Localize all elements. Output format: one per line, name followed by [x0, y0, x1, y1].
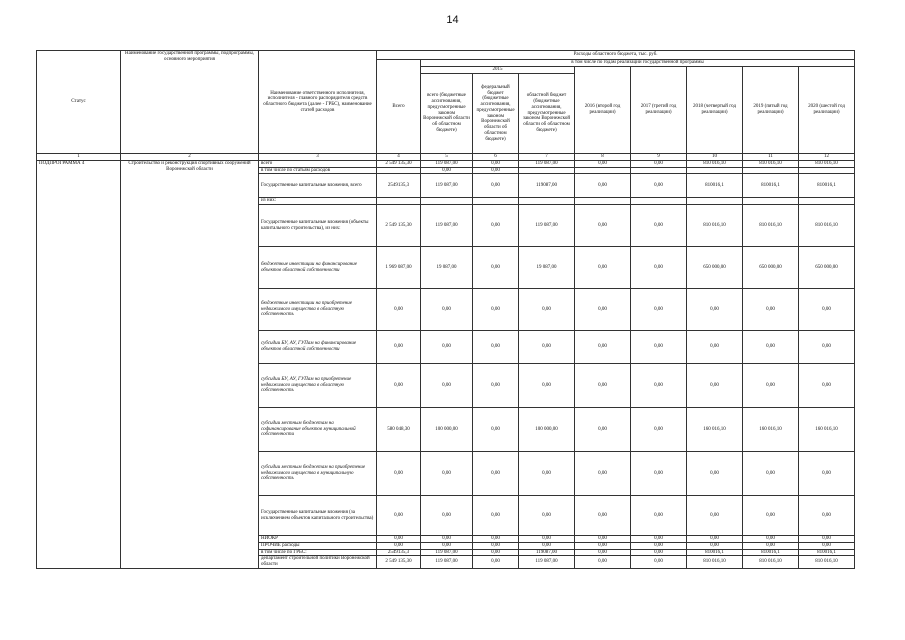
amount-cell: 0,00: [575, 289, 631, 331]
amount-cell: 2549135,3: [377, 174, 421, 198]
expense-item-label: департамент строительной политики Воронежской области: [259, 556, 377, 569]
amount-cell: 100 000,00: [519, 408, 575, 452]
amount-cell: 0,00: [687, 331, 743, 364]
page-number: 14: [446, 14, 459, 26]
amount-cell: 0,00: [743, 289, 799, 331]
column-number: 11: [743, 154, 799, 161]
amount-cell: 810 016,10: [743, 160, 799, 167]
amount-cell: 0,00: [473, 452, 519, 496]
amount-cell: 580 048,30: [377, 408, 421, 452]
expense-item-label: ПРОЧИЕ расходы: [259, 542, 377, 549]
amount-cell: 0,00: [575, 549, 631, 556]
amount-cell: [473, 198, 519, 205]
amount-cell: 0,00: [575, 452, 631, 496]
amount-cell: 0,00: [799, 536, 855, 543]
column-numbers-row: [37, 154, 855, 161]
amount-cell: 0,00: [473, 556, 519, 569]
amount-cell: 0,00: [687, 542, 743, 549]
amount-cell: 0,00: [473, 289, 519, 331]
expense-item-label: субсидии местным бюджетам на приобретение недвижимого имущества в муниципальную собственность: [259, 452, 377, 496]
header-status: Статус: [37, 51, 121, 154]
expense-item-label: Государственные капитальные вложения, всего: [259, 174, 377, 198]
amount-cell: 19 087,00: [421, 247, 473, 289]
amount-cell: 0,00: [575, 556, 631, 569]
amount-cell: 0,00: [421, 496, 473, 536]
amount-cell: 0,00: [421, 536, 473, 543]
amount-cell: 0,00: [473, 408, 519, 452]
amount-cell: 160 016,10: [799, 408, 855, 452]
amount-cell: 810 016,10: [799, 556, 855, 569]
amount-cell: 0,00: [687, 289, 743, 331]
column-number: 8: [575, 154, 631, 161]
amount-cell: [687, 167, 743, 174]
amount-cell: 0,00: [631, 542, 687, 549]
amount-cell: 0,00: [421, 331, 473, 364]
amount-cell: 0,00: [377, 331, 421, 364]
amount-cell: 0,00: [575, 174, 631, 198]
amount-cell: 119 087,00: [519, 205, 575, 247]
amount-cell: 0,00: [519, 364, 575, 408]
header-program-name: Наименование государственной программы, подпрограммы, основного мероприятия: [121, 51, 259, 154]
amount-cell: 0,00: [377, 536, 421, 543]
amount-cell: 0,00: [631, 205, 687, 247]
amount-cell: 0,00: [799, 364, 855, 408]
expense-item-label: НИОКР: [259, 536, 377, 543]
amount-cell: 0,00: [519, 542, 575, 549]
amount-cell: 0,00: [519, 536, 575, 543]
amount-cell: 0,00: [631, 536, 687, 543]
header-executor: Наименование ответственного исполнителя, исполнителя - главного распорядителя средств областного бюджета (далее - ГРБС), наименование статей расходов: [259, 51, 377, 154]
amount-cell: 160 016,10: [743, 408, 799, 452]
amount-cell: 0,00: [473, 174, 519, 198]
amount-cell: 0,00: [631, 247, 687, 289]
amount-cell: 100 000,00: [421, 408, 473, 452]
amount-cell: 650 000,00: [799, 247, 855, 289]
amount-cell: 0,00: [519, 331, 575, 364]
amount-cell: 0,00: [519, 496, 575, 536]
amount-cell: 0,00: [575, 205, 631, 247]
amount-cell: 0,00: [421, 542, 473, 549]
amount-cell: [799, 167, 855, 174]
header-total: Всего: [377, 60, 421, 154]
amount-cell: 119 087,00: [519, 556, 575, 569]
expense-item-label: субсидии БУ, АУ, ГУПам на приобретение недвижимого имущества в областную собственность: [259, 364, 377, 408]
expense-item-label: субсидии местным бюджетам на софинансирование объектов муниципальной собственности: [259, 408, 377, 452]
amount-cell: 0,00: [687, 452, 743, 496]
header-2018: 2018 (четвертый год реализации): [687, 67, 743, 154]
column-number: 9: [631, 154, 687, 161]
header-expenses-title: Расходы областного бюджета, тыс. руб.: [377, 51, 855, 60]
amount-cell: 0,00: [575, 496, 631, 536]
expense-item-label: в том числе по ГРБС:: [259, 549, 377, 556]
amount-cell: 0,00: [377, 496, 421, 536]
amount-cell: 810 016,10: [743, 556, 799, 569]
expense-item-label: бюджетные инвестиции на финансирование объектов областной собственности: [259, 247, 377, 289]
amount-cell: 810 016,10: [687, 205, 743, 247]
budget-table: [36, 50, 855, 569]
amount-cell: 0,00: [631, 556, 687, 569]
amount-cell: 0,00: [575, 536, 631, 543]
expense-item-label: бюджетные инвестиции на приобретение недвижимого имущества в областную собственность: [259, 289, 377, 331]
amount-cell: 810 016,10: [687, 160, 743, 167]
amount-cell: 0,00: [421, 289, 473, 331]
amount-cell: 0,00: [473, 247, 519, 289]
header-2015-federal: федеральный бюджет (бюджетные ассигнования, предусмотренные законом Воронежской области об областном бюджете): [473, 74, 519, 154]
amount-cell: 160 016,10: [687, 408, 743, 452]
header-2016: 2016 (второй год реализации): [575, 67, 631, 154]
amount-cell: 810016,1: [799, 174, 855, 198]
amount-cell: 119 087,00: [421, 205, 473, 247]
column-number: 1: [37, 154, 121, 161]
amount-cell: 650 000,00: [743, 247, 799, 289]
column-number: 6: [473, 154, 519, 161]
expense-item-label: Государственные капитальные вложения (за исключением объектов капитального строительства): [259, 496, 377, 536]
amount-cell: 810 016,10: [799, 160, 855, 167]
amount-cell: 0,00: [631, 289, 687, 331]
amount-cell: 0,00: [473, 549, 519, 556]
amount-cell: 0,00: [799, 289, 855, 331]
amount-cell: [687, 198, 743, 205]
expense-item-label: из них:: [259, 198, 377, 205]
amount-cell: 0,00: [473, 205, 519, 247]
amount-cell: 810 016,10: [687, 556, 743, 569]
amount-cell: 0,00: [631, 174, 687, 198]
header-2015-total: всего (бюджетные ассигнования, предусмотренные законом Воронежской области об областном бюджете): [421, 74, 473, 154]
amount-cell: 0,00: [687, 536, 743, 543]
amount-cell: 0,00: [473, 331, 519, 364]
amount-cell: 2 549 135,30: [377, 205, 421, 247]
amount-cell: 0,00: [575, 247, 631, 289]
expense-item-label: Государственные капитальные вложения (объекты капитального строительства), из них:: [259, 205, 377, 247]
amount-cell: 119 087,00: [421, 160, 473, 167]
amount-cell: 0,00: [631, 160, 687, 167]
amount-cell: 119 087,00: [421, 549, 473, 556]
column-number: 3: [259, 154, 377, 161]
amount-cell: 0,00: [743, 536, 799, 543]
amount-cell: 0,00: [473, 496, 519, 536]
amount-cell: 19 087,00: [519, 247, 575, 289]
amount-cell: [575, 198, 631, 205]
amount-cell: [743, 167, 799, 174]
amount-cell: 810016,1: [687, 174, 743, 198]
amount-cell: 0,00: [473, 542, 519, 549]
amount-cell: [743, 198, 799, 205]
amount-cell: 0,00: [377, 452, 421, 496]
amount-cell: [377, 198, 421, 205]
header-2017: 2017 (третий год реализации): [631, 67, 687, 154]
amount-cell: [799, 198, 855, 205]
amount-cell: 810016,1: [743, 549, 799, 556]
amount-cell: 0,00: [421, 364, 473, 408]
amount-cell: 0,00: [473, 167, 519, 174]
amount-cell: 0,00: [575, 331, 631, 364]
amount-cell: 0,00: [575, 408, 631, 452]
header-2020: 2020 (шестой год реализации): [799, 67, 855, 154]
amount-cell: 650 000,00: [687, 247, 743, 289]
amount-cell: 0,00: [743, 496, 799, 536]
amount-cell: 0,00: [575, 364, 631, 408]
amount-cell: 0,00: [421, 452, 473, 496]
expense-item-label: субсидии БУ, АУ, ГУПам на финансирование объектов областной собственности: [259, 331, 377, 364]
amount-cell: 0,00: [743, 452, 799, 496]
amount-cell: 119087,00: [519, 549, 575, 556]
column-number: 12: [799, 154, 855, 161]
amount-cell: 0,00: [631, 452, 687, 496]
amount-cell: [575, 167, 631, 174]
header-2015-regional: областной бюджет (бюджетные ассигнования, предусмотренные законом Воронежской области об областном бюджете): [519, 74, 575, 154]
amount-cell: 119 087,00: [421, 556, 473, 569]
column-number: 4: [377, 154, 421, 161]
amount-cell: 810016,1: [743, 174, 799, 198]
amount-cell: 2 549 135,30: [377, 160, 421, 167]
amount-cell: 0,00: [519, 289, 575, 331]
amount-cell: 119087,00: [519, 174, 575, 198]
amount-cell: 810016,1: [687, 549, 743, 556]
amount-cell: 0,00: [377, 542, 421, 549]
header-by-years: в том числе по годам реализации государственной программы: [421, 60, 855, 67]
amount-cell: 0,00: [421, 167, 473, 174]
expense-item-label: в том числе по статьям расходов: [259, 167, 377, 174]
program-cell: Строительство и реконструкция спортивных сооружений Воронежской области: [121, 160, 259, 568]
column-number: 2: [121, 154, 259, 161]
amount-cell: [519, 198, 575, 205]
column-number: 5: [421, 154, 473, 161]
amount-cell: 0,00: [519, 452, 575, 496]
amount-cell: [631, 198, 687, 205]
amount-cell: 2549135,3: [377, 549, 421, 556]
amount-cell: 0,00: [743, 331, 799, 364]
amount-cell: 0,00: [631, 496, 687, 536]
amount-cell: 0,00: [687, 364, 743, 408]
column-number: 10: [687, 154, 743, 161]
amount-cell: 2 549 135,30: [377, 556, 421, 569]
amount-cell: [631, 167, 687, 174]
amount-cell: 810 016,10: [743, 205, 799, 247]
expense-item-label: всего: [259, 160, 377, 167]
amount-cell: 0,00: [799, 496, 855, 536]
amount-cell: [377, 167, 421, 174]
header-year-2015: 2015: [421, 67, 575, 74]
amount-cell: 0,00: [575, 542, 631, 549]
amount-cell: 0,00: [473, 364, 519, 408]
amount-cell: 0,00: [377, 364, 421, 408]
amount-cell: 0,00: [799, 452, 855, 496]
amount-cell: 0,00: [631, 408, 687, 452]
amount-cell: 0,00: [799, 542, 855, 549]
amount-cell: 0,00: [377, 289, 421, 331]
amount-cell: 0,00: [473, 536, 519, 543]
amount-cell: 0,00: [799, 331, 855, 364]
amount-cell: 0,00: [687, 496, 743, 536]
amount-cell: 0,00: [631, 549, 687, 556]
amount-cell: 810 016,10: [799, 205, 855, 247]
amount-cell: 119 087,00: [519, 160, 575, 167]
amount-cell: 0,00: [473, 160, 519, 167]
amount-cell: 0,00: [631, 331, 687, 364]
amount-cell: 810016,1: [799, 549, 855, 556]
column-number: 7: [519, 154, 575, 161]
amount-cell: 0,00: [575, 160, 631, 167]
amount-cell: 0,00: [743, 542, 799, 549]
table-row: [37, 160, 855, 167]
status-cell: ПОДПРОГРАММА 4: [37, 160, 121, 568]
amount-cell: [519, 167, 575, 174]
amount-cell: [421, 198, 473, 205]
header-2019: 2019 (пятый год реализации): [743, 67, 799, 154]
amount-cell: 0,00: [631, 364, 687, 408]
amount-cell: 1 969 087,00: [377, 247, 421, 289]
amount-cell: 119 087,00: [421, 174, 473, 198]
amount-cell: 0,00: [743, 364, 799, 408]
